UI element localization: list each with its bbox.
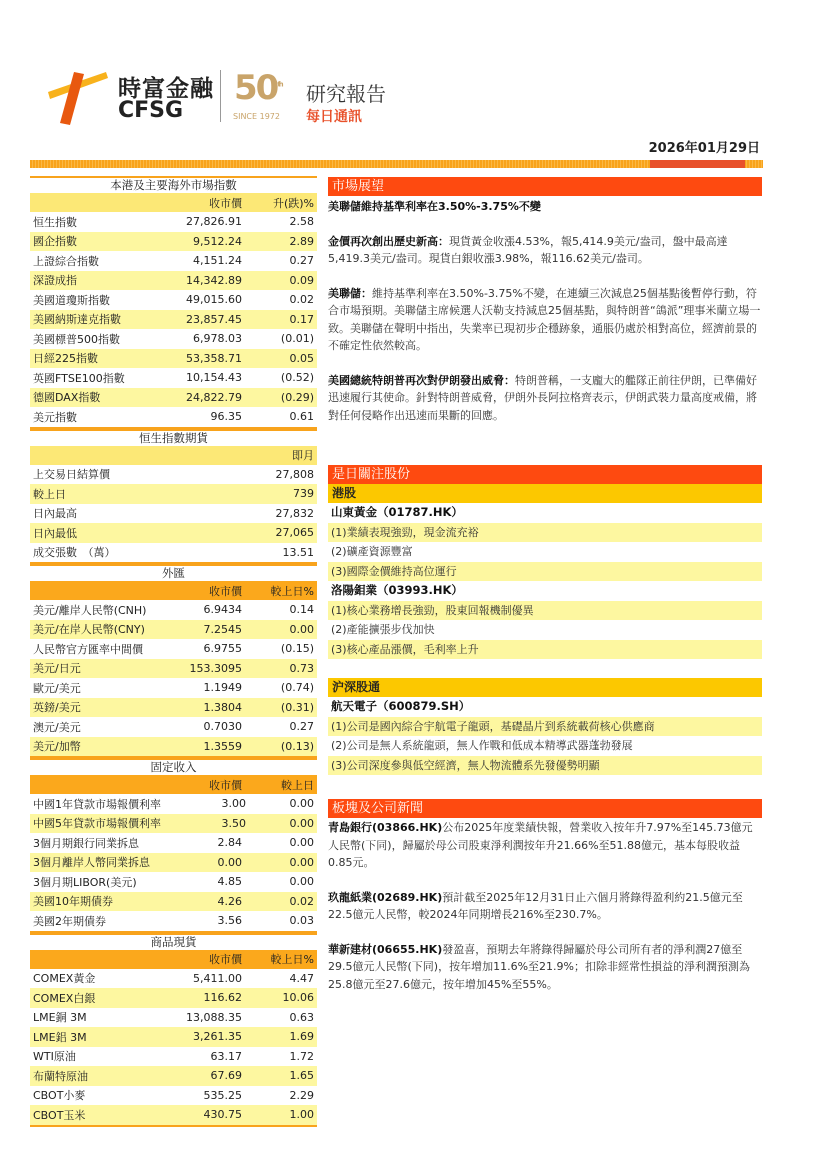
cell-value: 27,065 [275, 526, 314, 540]
table-title: 外匯 [30, 564, 317, 581]
cell-label: 深證成指 [33, 274, 77, 288]
report-subtitle: 每日通訊 [306, 109, 362, 125]
since-label: SINCE 1972 [233, 112, 280, 121]
cell-label: LME鋁 3M [33, 1030, 87, 1044]
paragraph-text: 特朗普稱，一支龐大的艦隊正前往伊朗，已準備好迅速履行其使命。針對特朗普威脅，伊朗外長阿拉格齊表示，伊朗武裝力量高度戒備，將對任何侵略作出迅速而果斷的回應。 [328, 373, 757, 422]
section-title: 板塊及公司新聞 [328, 799, 762, 818]
table-title: 恒生指數期貨 [30, 429, 317, 446]
paragraph-text: 現貨黃金收漲4.53%，報5,414.9美元/盎司，盤中最高達5,419.3美元/盎司。現貨白銀收漲3.98%，報116.62美元/盎司。 [328, 234, 728, 265]
cell-value: 2.58 [289, 215, 314, 229]
cell-value: 0.63 [289, 1010, 314, 1024]
cell-value: 0.02 [289, 293, 314, 307]
cell-value: 9,512.24 [193, 234, 242, 248]
cell-value: 13.51 [282, 545, 314, 559]
cell-value: 13,088.35 [186, 1010, 242, 1024]
cell-label: 歐元/美元 [33, 681, 81, 695]
cell-value: 739 [293, 487, 314, 501]
cell-value: 1.3804 [203, 700, 242, 714]
outlook-paragraph [328, 233, 762, 268]
cell-label: 美元/離岸人民幣(CNH) [33, 603, 147, 617]
table-row [30, 1066, 317, 1086]
cell-value: (0.15) [280, 642, 314, 656]
cell-value: 0.7030 [203, 720, 242, 734]
news-text: 預計截至2025年12月31日止六個月將錄得盈利約21.5億元至22.5億元人民幣，較2024年同期增長216%至230.7%。 [328, 890, 743, 921]
cell-value: 63.17 [210, 1049, 242, 1063]
market-table [30, 758, 317, 933]
news-item [328, 819, 762, 872]
cell-value: 0.73 [289, 661, 314, 675]
table-row [30, 543, 317, 563]
table-row [30, 329, 317, 349]
cell-label: 美元指數 [33, 410, 77, 424]
table-header [30, 193, 317, 212]
cell-label: 3個月期LIBOR(美元) [33, 875, 137, 889]
cell-label: 日內最高 [33, 507, 77, 521]
cell-value: 0.00 [289, 875, 314, 889]
news-company: 青島銀行(03866.HK) [328, 821, 443, 834]
table-row [30, 794, 317, 814]
table-row [30, 1086, 317, 1106]
cell-label: 日經225指數 [33, 352, 98, 366]
stock-name: 山東黃金（01787.HK） [331, 505, 463, 519]
cell-value: 24,822.79 [186, 390, 242, 404]
table-row [30, 717, 317, 737]
cell-label: 恒生指數 [33, 215, 77, 229]
market-outlook-section [328, 177, 762, 424]
stock-point: (3)核心產品漲價，毛利率上升 [328, 640, 762, 660]
cell-label: 較上日 [33, 487, 66, 501]
table-row [30, 892, 317, 912]
cfsg-logo-icon [48, 70, 110, 125]
table-row [30, 349, 317, 369]
market-table [30, 933, 317, 1127]
stock-group-label: 港股 [328, 484, 762, 503]
table-row [30, 988, 317, 1008]
stock-point: (1)核心業務增長強勁，股東回報機制優異 [328, 601, 762, 621]
cell-value: 6.9434 [203, 603, 242, 617]
cell-value: 3.56 [217, 914, 242, 928]
cell-value: 0.00 [289, 622, 314, 636]
cell-value: 0.03 [289, 914, 314, 928]
cell-label: WTI原油 [33, 1050, 76, 1064]
column-header: 收市價 [209, 953, 242, 966]
cell-value: 2.29 [289, 1088, 314, 1102]
header-band-accent [650, 160, 745, 168]
cell-label: CBOT玉米 [33, 1108, 86, 1122]
cell-value: 0.27 [289, 254, 314, 268]
table-row [30, 504, 317, 524]
cell-value: 53,358.71 [186, 351, 242, 365]
cell-value: 153.3095 [189, 661, 242, 675]
cell-value: 6,978.03 [193, 332, 242, 346]
market-table [30, 429, 317, 565]
column-header: 較上日% [270, 953, 314, 966]
table-header [30, 775, 317, 794]
cell-value: 1.3559 [203, 739, 242, 753]
stock-point: (2)公司是無人系統龍頭，無人作戰和低成本精導武器蓬勃發展 [331, 739, 633, 752]
table-title: 商品現貨 [30, 933, 317, 950]
stock-name: 洛陽鉬業（03993.HK） [331, 583, 463, 597]
cell-label: 英國FTSE100指數 [33, 371, 125, 385]
table-row [30, 814, 317, 834]
cell-value: 430.75 [203, 1108, 242, 1122]
news-item [328, 941, 762, 994]
report-title: 研究報告 [306, 82, 386, 106]
cell-label: 美元/在岸人民幣(CNY) [33, 623, 145, 637]
cell-value: 0.00 [289, 836, 314, 850]
cell-value: 27,826.91 [186, 215, 242, 229]
cell-value: 3.50 [221, 816, 246, 830]
cell-value: (0.01) [280, 332, 314, 346]
cell-value: 2.84 [217, 836, 242, 850]
stock-name: 航天電子（600879.SH） [331, 699, 471, 713]
cell-value: 0.00 [217, 855, 242, 869]
stock-group-label: 沪深股通 [328, 678, 762, 697]
cell-label: 布蘭特原油 [33, 1069, 88, 1083]
market-table [30, 176, 317, 429]
cell-value: 1.69 [289, 1030, 314, 1044]
cell-label: 美國納斯達克指數 [33, 313, 121, 327]
table-row [30, 678, 317, 698]
column-header: 即月 [292, 449, 314, 462]
cell-label: 美元/日元 [33, 662, 81, 676]
cell-value: 0.27 [289, 720, 314, 734]
cell-label: 美國道瓊斯指數 [33, 293, 110, 307]
cell-value: (0.31) [280, 700, 314, 714]
stock-point: (2)礦產資源豐富 [331, 545, 413, 558]
outlook-paragraph [328, 372, 762, 425]
cell-value: 10.06 [282, 991, 314, 1005]
table-row [30, 600, 317, 620]
cell-value: 1.1949 [203, 681, 242, 695]
cell-value: 535.25 [203, 1088, 242, 1102]
table-row [30, 388, 317, 408]
cell-value: 4.26 [217, 894, 242, 908]
cell-value: 0.61 [289, 410, 314, 424]
cell-value: 0.02 [289, 894, 314, 908]
table-title: 本港及主要海外市場指數 [30, 176, 317, 193]
table-row [30, 639, 317, 659]
cell-label: 澳元/美元 [33, 720, 81, 734]
cell-value: 1.00 [289, 1108, 314, 1122]
paragraph-text: 維持基準利率在3.50%-3.75%不變，在連續三次減息25個基點後暫停行動，符合市場預期。美聯儲主席候選人沃勒支持減息25個基點，與特朗普“鴿派”理事米蘭立場一致。美聯儲在聲明中指出，失業率已現初步企穩跡象，通脹仍處於相對高位，經濟前景的不確定性依然較高。 [328, 286, 761, 352]
cell-label: 日內最低 [33, 526, 77, 540]
cell-value: 0.14 [289, 603, 314, 617]
table-row [30, 1047, 317, 1067]
cell-label: LME銅 3M [33, 1011, 87, 1025]
cell-label: COMEX白銀 [33, 991, 96, 1005]
report-date: 2026年01月29日 [648, 141, 760, 156]
stock-point: (3)公司深度參與低空經濟，無人物流體系先發優勢明顯 [328, 756, 762, 776]
cell-label: 國企指數 [33, 235, 77, 249]
brand-name-en: CFSG [118, 98, 184, 123]
news-item [328, 889, 762, 924]
cell-value: 49,015.60 [186, 293, 242, 307]
column-header: 收市價 [209, 584, 242, 598]
cell-label: 成交張數 （萬） [33, 546, 116, 560]
cell-value: 4.85 [217, 875, 242, 889]
cell-value: 7.2545 [203, 622, 242, 636]
cell-label: 美國2年期債券 [33, 914, 106, 928]
cell-value: 0.00 [289, 816, 314, 830]
cell-label: 上證綜合指數 [33, 254, 99, 268]
cell-value: (0.29) [280, 390, 314, 404]
market-table [30, 564, 317, 758]
table-header [30, 446, 317, 465]
cell-value: 27,832 [275, 506, 314, 520]
paragraph-lead: 金價再次創出歷史新高： [328, 234, 449, 248]
cell-value: 0.05 [289, 351, 314, 365]
table-row [30, 1008, 317, 1028]
cell-label: 上交易日結算價 [33, 468, 110, 482]
cell-value: 67.69 [210, 1069, 242, 1083]
cell-label: 人民幣官方匯率中間價 [33, 642, 143, 656]
paragraph-lead: 美國總統特朗普再次對伊朗發出威脅： [328, 373, 515, 387]
news-text: 公布2025年度業績快報，營業收入按年升7.97%至145.73億元人民幣(下同)，歸屬於母公司股東淨利潤按年升21.66%至51.88億元，基本每股收益0.85元。 [328, 821, 753, 869]
cell-label: 3個月期銀行同業拆息 [33, 836, 139, 850]
stock-point: (1)業績表現強勁，現金流充裕 [328, 523, 762, 543]
cell-value: 3.00 [221, 797, 246, 811]
table-row [30, 620, 317, 640]
cell-value: 0.00 [289, 855, 314, 869]
cell-value: 14,342.89 [186, 273, 242, 287]
anniversary-logo: 50th [234, 68, 282, 108]
cell-label: 中國5年貸款市場報價利率 [33, 817, 161, 831]
news-text: 發盈喜，預期去年將錄得歸屬於母公司所有者的淨利潤27億至29.5億元人民幣(下同)，按年增加11.6%至21.9%；扣除非經常性損益的淨利潤預測為25.8億元至27.6億元，按年增加45%至55%。 [328, 942, 750, 991]
cell-label: 美元/加幣 [33, 740, 81, 754]
section-title: 是日關注股份 [328, 465, 762, 484]
cell-label: CBOT小麥 [33, 1089, 86, 1103]
cell-label: 中國1年貸款市場報價利率 [33, 797, 161, 811]
column-header: 較上日 [281, 778, 314, 792]
cell-value: 23,857.45 [186, 312, 242, 326]
column-header: 較上日% [270, 584, 314, 598]
stock-point: (3)國際金價維持高位運行 [328, 562, 762, 582]
cell-label: 美國10年期債券 [33, 895, 113, 909]
column-header: 收市價 [209, 778, 242, 792]
cell-value: 116.62 [203, 991, 242, 1005]
table-row [30, 872, 317, 892]
cell-value: 96.35 [210, 410, 242, 424]
table-row [30, 737, 317, 757]
cell-label: 3個月離岸人幣同業拆息 [33, 856, 150, 870]
cell-value: 1.72 [289, 1049, 314, 1063]
cell-value: 27,808 [275, 467, 314, 481]
news-company: 玖龍紙業(02689.HK) [328, 890, 443, 904]
table-row [30, 911, 317, 931]
column-header: 收市價 [209, 196, 242, 210]
cell-value: 3,261.35 [193, 1030, 242, 1044]
cell-value: 6.9755 [203, 642, 242, 656]
table-row [30, 1105, 317, 1125]
cell-label: 英鎊/美元 [33, 701, 81, 715]
table-row [30, 1027, 317, 1047]
table-row [30, 853, 317, 873]
table-row [30, 290, 317, 310]
table-row [30, 271, 317, 291]
focus-stocks-section [328, 465, 762, 775]
section-title: 市場展望 [328, 177, 762, 196]
market-tables [30, 176, 317, 1127]
table-row [30, 368, 317, 388]
cell-value: (0.13) [280, 739, 314, 753]
cell-value: 0.00 [289, 797, 314, 811]
table-row [30, 232, 317, 252]
cell-value: (0.52) [280, 371, 314, 385]
cell-value: 4,151.24 [193, 254, 242, 268]
table-row [30, 698, 317, 718]
table-title: 固定收入 [30, 758, 317, 775]
outlook-paragraph [328, 285, 762, 355]
cell-value: 2.89 [289, 234, 314, 248]
table-row [30, 310, 317, 330]
table-row [30, 659, 317, 679]
cell-value: 0.09 [289, 273, 314, 287]
logo-divider [220, 70, 221, 122]
cell-value: 5,411.00 [193, 971, 242, 985]
table-row [30, 251, 317, 271]
table-row [30, 212, 317, 232]
table-row [30, 833, 317, 853]
cell-label: 美國標普500指數 [33, 332, 120, 346]
cell-value: 10,154.43 [186, 371, 242, 385]
cell-value: 1.65 [289, 1069, 314, 1083]
table-row [30, 484, 317, 504]
outlook-headline: 美聯儲維持基準利率在3.50%-3.75%不變 [328, 200, 541, 213]
column-header: 升(跌)% [272, 196, 314, 210]
cell-value: 0.17 [289, 312, 314, 326]
table-header [30, 950, 317, 969]
table-row [30, 969, 317, 989]
paragraph-lead: 美聯儲： [328, 286, 372, 300]
cell-value: 4.47 [289, 971, 314, 985]
company-news-section [328, 799, 762, 993]
cell-label: 德國DAX指數 [33, 391, 101, 405]
stock-point: (2)產能擴張步伐加快 [331, 623, 435, 636]
cell-label: COMEX黃金 [33, 972, 96, 986]
news-company: 華新建材(06655.HK) [328, 942, 443, 956]
brand-name-cn: 時富金融 [118, 76, 214, 102]
table-row [30, 523, 317, 543]
table-row [30, 465, 317, 485]
stock-point: (1)公司是國內綜合宇航電子龍頭，基礎晶片到系統載荷核心供應商 [328, 717, 762, 737]
cell-value: (0.74) [280, 681, 314, 695]
table-row [30, 407, 317, 427]
table-header [30, 581, 317, 600]
